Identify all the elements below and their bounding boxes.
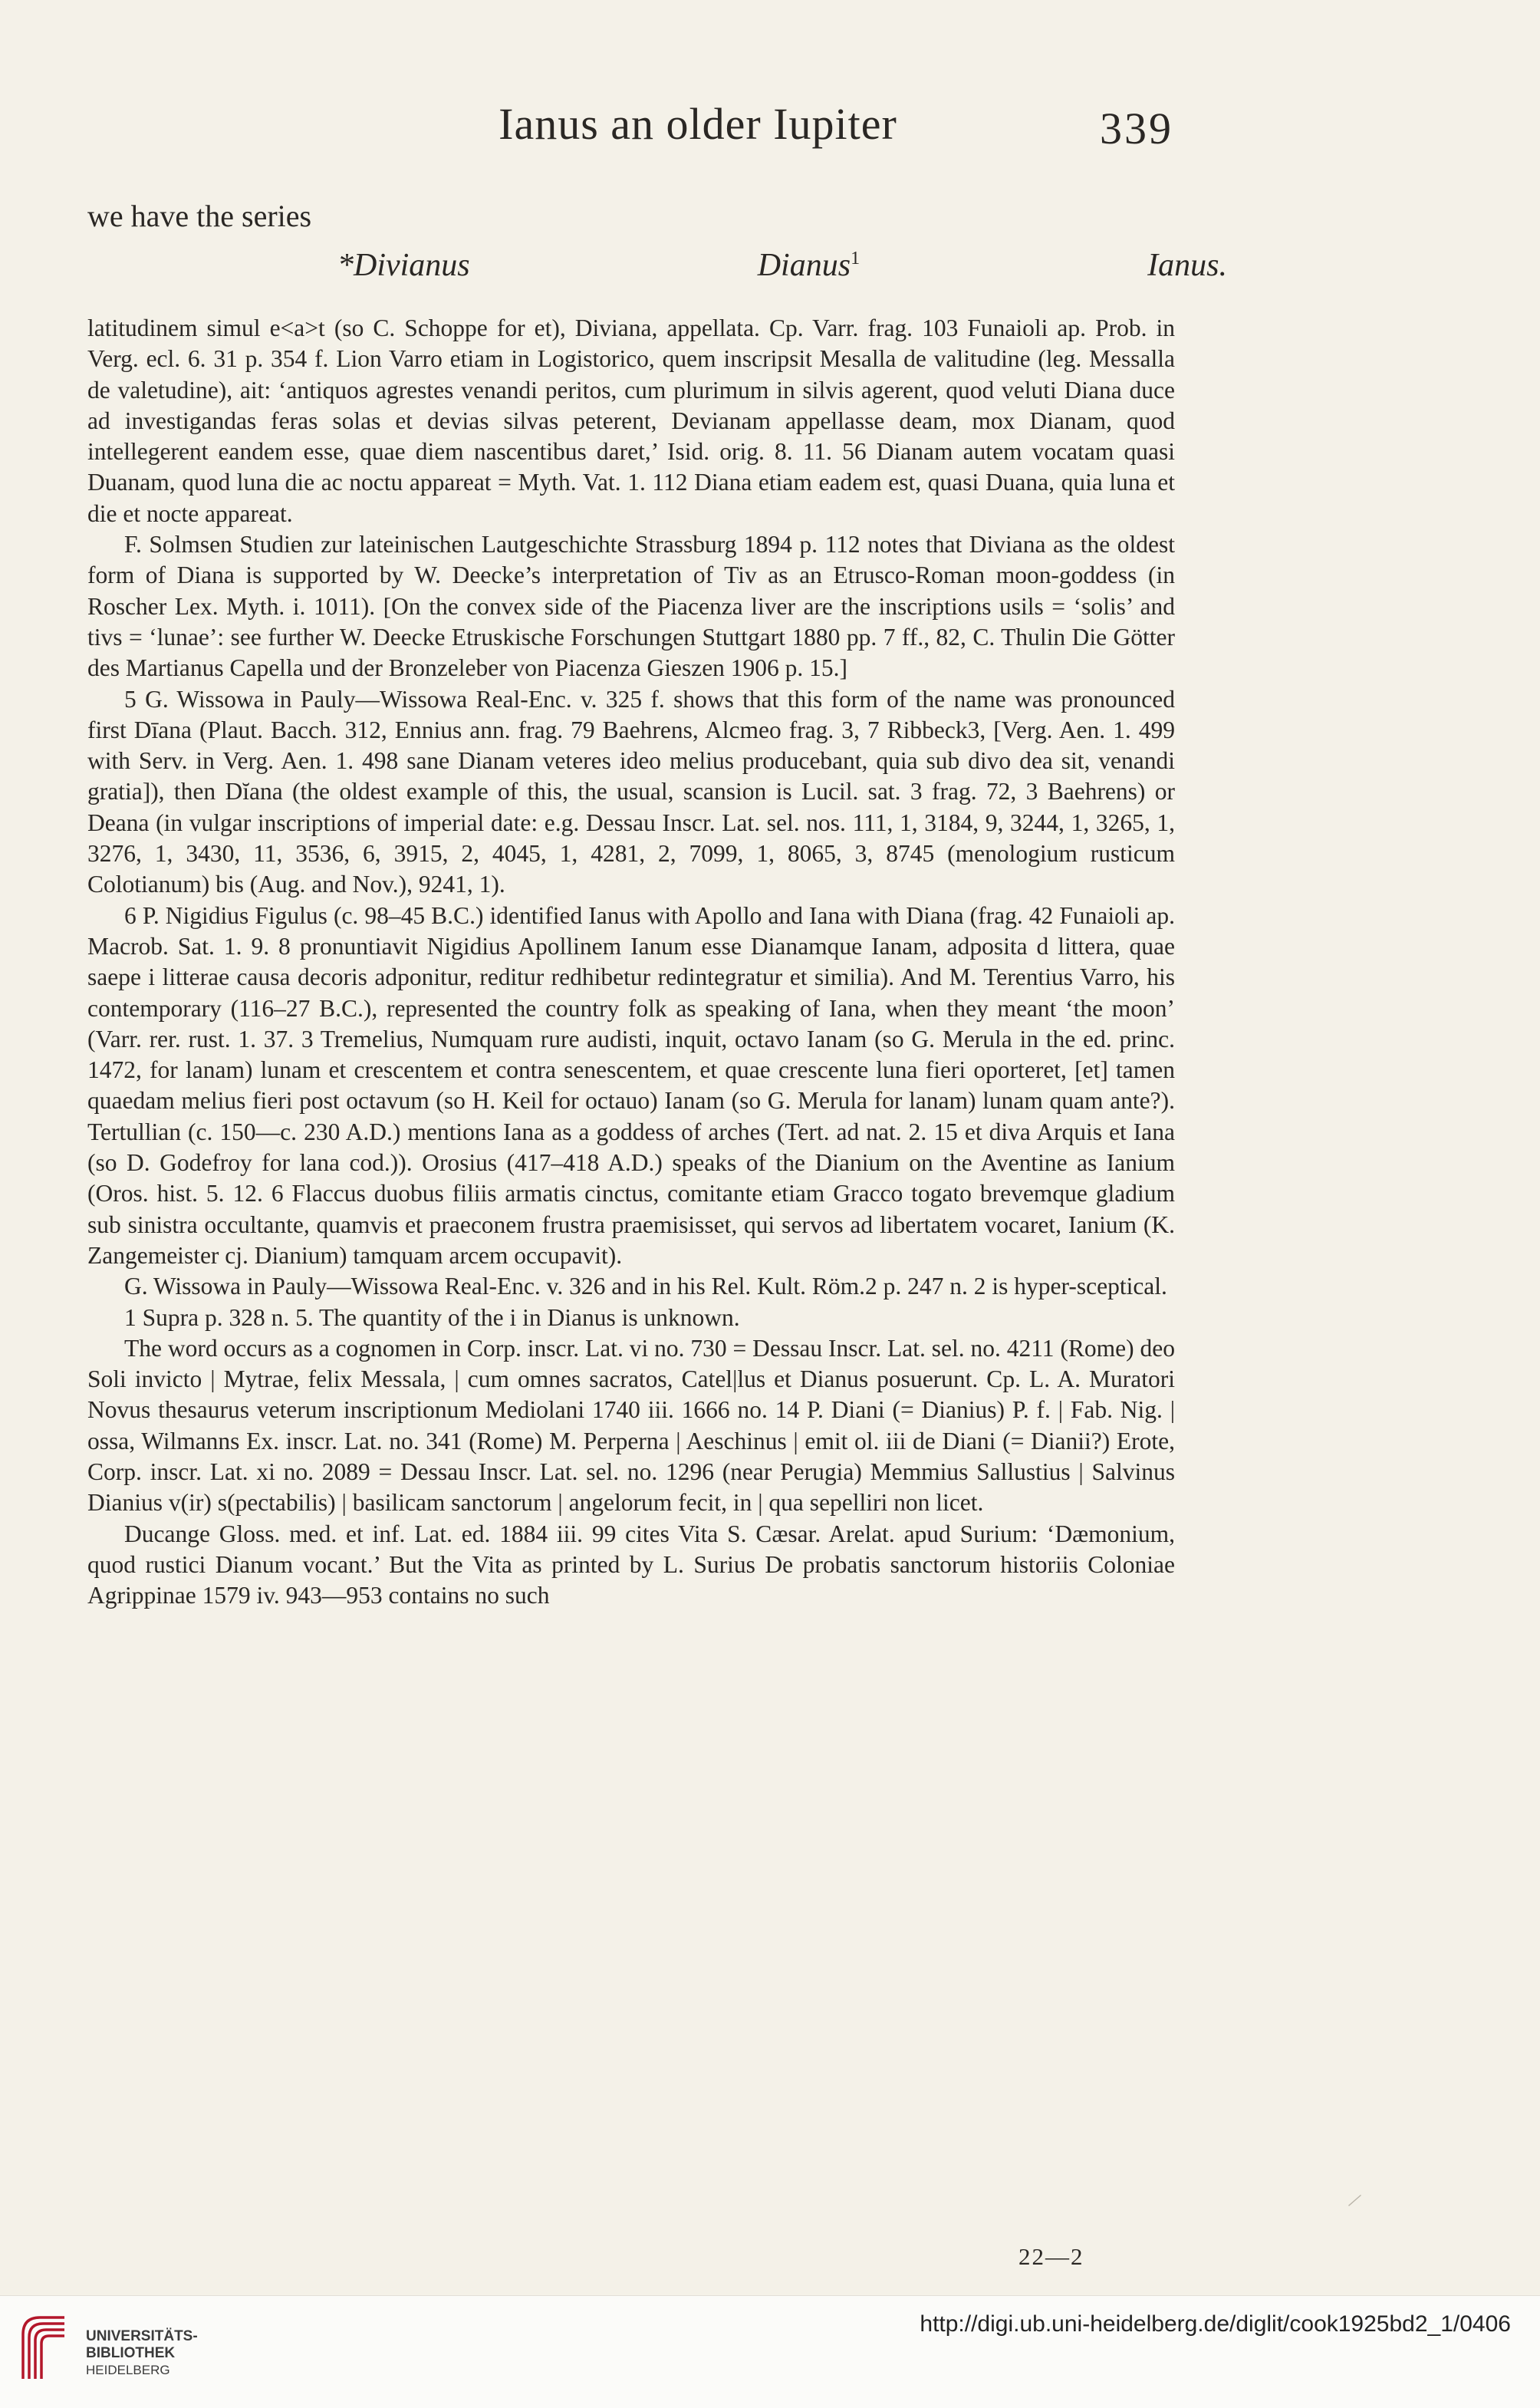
paragraph: G. Wissowa in Pauly—Wissowa Real-Enc. v. 326 and in his Rel. Kult. Röm.2 p. 247 n. 2 is hyper-sceptical. <box>124 1273 1167 1300</box>
paragraph: Ducange Gloss. med. et inf. Lat. ed. 1884 iii. 99 cites Vita S. Cæsar. Arelat. apud Surium: ‘Dæmonium, quod rustici Dianum vocant.’ But the Vita as printed by L. Surius De probatis sanctorum historiis Coloniae Agrippinae 1579 iv. 943—953 contains no such <box>87 1520 1175 1609</box>
series-item: *Divianus <box>337 248 470 283</box>
digitization-footer <box>0 2295 1540 2408</box>
footnote-text <box>87 313 1175 1611</box>
series-item: Ianus. <box>1147 248 1227 283</box>
page-number: 339 <box>1100 104 1173 153</box>
library-name <box>86 2328 198 2379</box>
paragraph: F. Solmsen Studien zur lateinischen Lautgeschichte Strassburg 1894 p. 112 notes that Diviana as the oldest form of Diana is supported by W. Deecke’s interpretation of Tiv as an Etrusco-Roman moon-goddess (in Roscher Lex. Myth. i. 1011). [On the convex side of the Piacenza liver are the inscriptions usils = ‘solis’ and tivs = ‘lunae’: see further W. Deecke Etruskische Forschungen Stuttgart 1880 pp. 7 ff., 82, C. Thulin Die Götter des Martianus Capella und der Bronzeleber von Piacenza Gieszen 1906 p. 15.] <box>87 531 1175 682</box>
library-line: UNIVERSITÄTS- <box>86 2328 198 2344</box>
paragraph: 1 Supra p. 328 n. 5. The quantity of the i in Dianus is unknown. <box>124 1303 740 1331</box>
permalink-url[interactable]: http://digi.ub.uni-heidelberg.de/diglit/cook1925bd2_1/0406 <box>920 2311 1511 2337</box>
paragraph: The word occurs as a cognomen in Corp. inscr. Lat. vi no. 730 = Dessau Inscr. Lat. sel. no. 4211 (Rome) deo Soli invicto | Mytrae, felix Messala, | cum omnes sacratos, Catel|lus et Dianus posuerunt. Cp. L. A. Muratori Novus thesaurus veterum inscriptionum Mediolani 1740 iii. 1666 no. 14 P. Diani (= Dianius) P. f. | Fab. Nig. | ossa, Wilmanns Ex. inscr. Lat. no. 341 (Rome) M. Perperna | Aeschinus | emit ol. iii de Diani (= Dianii?) Erote, Corp. inscr. Lat. xi no. 2089 = Dessau Inscr. Lat. sel. no. 1296 (near Perugia) Memmius Sallustius | Salvinus Dianius v(ir) s(pectabilis) | basilicam sanctorum | angelorum fecit, in | qua sepelliri non licet. <box>87 1334 1175 1517</box>
pencil-mark-icon: / <box>1345 2188 1364 2213</box>
library-line: BIBLIOTHEK <box>86 2345 176 2361</box>
library-line: HEIDELBERG <box>86 2363 170 2377</box>
paragraph: 6 P. Nigidius Figulus (c. 98–45 B.C.) identified Ianus with Apollo and Iana with Diana (frag. 42 Funaioli ap. Macrob. Sat. 1. 9. 8 pronuntiavit Nigidius Apollinem Ianum esse Dianamque Ianam, adposita d littera, quae saepe i litterae causa decoris adponitur, reditur redhibetur redintegratur et similia). And M. Terentius Varro, his contemporary (116–27 B.C.), represented the country folk as speaking of Iana, when they meant ‘the moon’ (Varr. rer. rust. 1. 37. 3 Tremelius, Numquam rure audisti, inquit, octavo Ianam (so G. Merula in the ed. princ. 1472, for lanam) lunam et crescentem et contra senescentem, et quae crescente luna fieri oporteret, [et] tamen quaedam melius fieri post octavum (so H. Keil for octauo) Ianam (so G. Merula for lanam) lunam quam ante?). Tertullian (c. 150—c. 230 A.D.) mentions Iana as a goddess of arches (Tert. ad nat. 2. 15 et diva Arquis et Iana (so D. Godefroy for lana cod.)). Orosius (417–418 A.D.) speaks of the Dianium on the Aventine as Ianium (Oros. hist. 5. 12. 6 Flaccus duobus filiis armatis cinctus, comitante etiam Gracco togato brevemque gladium sub sinistra occultante, quamvis et praeconem frustra praemisisset, qui servos ad libertatem vocaret, Ianium (K. Zangemeister cj. Dianium) tamquam arcem occupavit). <box>87 901 1175 1269</box>
page-title: Ianus an older Iupiter <box>499 99 897 149</box>
footnote-marker: 1 <box>851 249 860 268</box>
library-logo-icon <box>17 2311 71 2380</box>
signature-mark: 22—2 <box>1018 2243 1084 2270</box>
paragraph: latitudinem simul e<a>t (so C. Schoppe for et), Diviana, appellata. Cp. Varr. frag. 103 Funaioli ap. Prob. in Verg. ecl. 6. 31 p. 354 f. Lion Varro etiam in Logistorico, quem inscripsit Mesalla de valitudine (leg. Messalla de valetudine), ait: ‘antiquos agrestes venandi peritos, cum plurimum in silvis agerent, quod veluti Diana duce ad investigandas feras solas et devias silvas peterent, Devianam appellasse deam, mox Dianam, quod intellegerent eandem esse, quae diem nascentibus daret,’ Isid. orig. 8. 11. 56 Dianam autem vocatam quasi Duanam, quod luna die ac noctu appareat = Myth. Vat. 1. 112 Diana etiam eadem est, quasi Duana, quia luna et die et nocte appareat. <box>87 315 1175 527</box>
running-head <box>0 98 1540 160</box>
series-item-with-note <box>758 247 860 284</box>
paragraph: 5 G. Wissowa in Pauly—Wissowa Real-Enc. v. 325 f. shows that this form of the name was pronounced first Dīana (Plaut. Bacch. 312, Ennius ann. frag. 79 Baehrens, Alcmeo frag. 3, 7 Ribbeck3, [Verg. Aen. 1. 499 with Serv. in Verg. Aen. 1. 498 sane Dianam veteres ideo melius producebant, quia sub divo dea sit, venandi gratia]), then Dĭana (the oldest example of this, the usual, scansion is Lucil. sat. 3 frag. 72, 3 Baehrens) or Deana (in vulgar inscriptions of imperial date: e.g. Dessau Inscr. Lat. sel. nos. 111, 1, 3184, 9, 3244, 1, 3265, 1, 3276, 1, 3430, 11, 3536, 6, 3915, 2, 4045, 1, 4281, 2, 7099, 1, 8065, 3, 8745 (menologium rusticum Colotianum) bis (Aug. and Nov.), 9241, 1). <box>87 685 1175 898</box>
series-item: Dianus <box>757 248 851 283</box>
lead-sentence: we have the series <box>87 199 312 233</box>
name-series <box>337 247 1227 284</box>
